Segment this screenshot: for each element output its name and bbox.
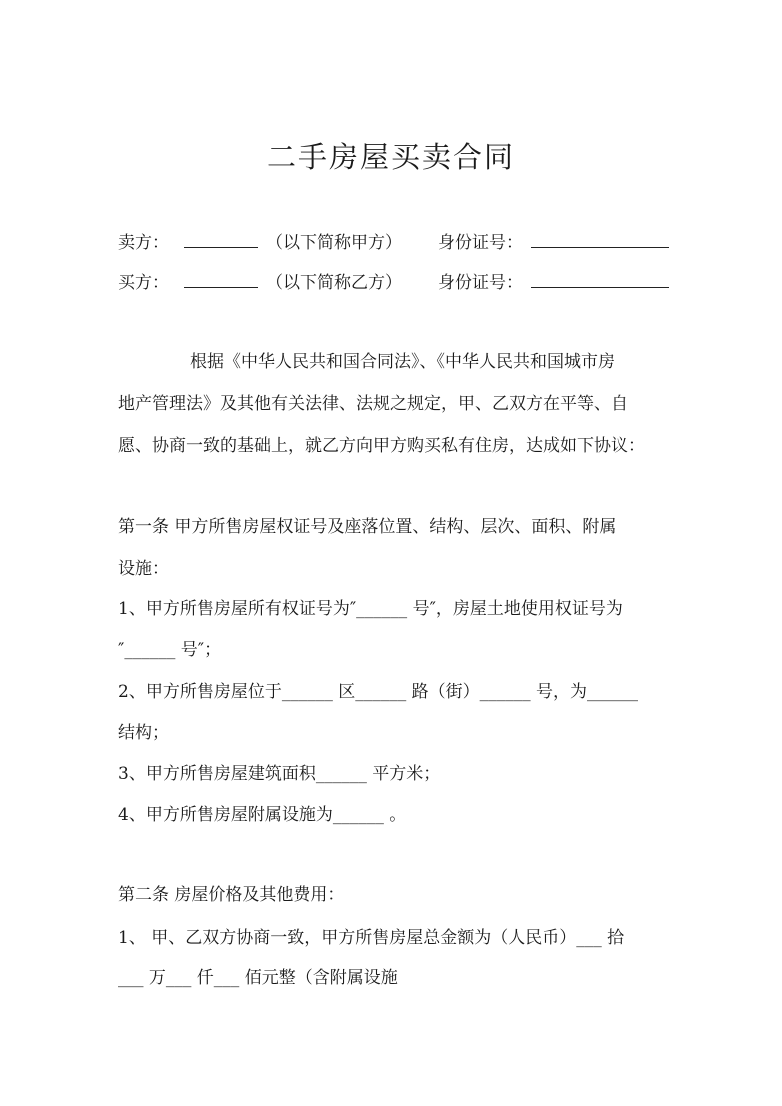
seller-id-label: 身份证号：: [438, 233, 523, 253]
article1-heading-line-1: 第一条 甲方所售房屋权证号及座落位置、结构、层次、面积、附属: [118, 517, 617, 537]
buyer-label: 买方：: [118, 273, 169, 293]
document-title: 二手房屋买卖合同: [266, 140, 515, 174]
article1-item1-line-2: ″______ 号″；: [118, 640, 222, 660]
seller-id-blank: [531, 232, 669, 248]
seller-label: 卖方：: [118, 233, 169, 253]
article2-item1-line-1: 1、 甲、乙双方协商一致，甲方所售房屋总金额为（人民币）___ 拾: [118, 928, 625, 948]
buyer-id-label: 身份证号：: [438, 273, 523, 293]
article2-heading: 第二条 房屋价格及其他费用：: [118, 885, 345, 905]
seller-name-blank: [184, 232, 258, 248]
seller-note: （以下简称甲方）: [266, 233, 402, 253]
article2-item1-line-2: ___ 万___ 仟___ 佰元整（含附属设施: [118, 968, 398, 988]
buyer-id-blank: [531, 272, 669, 288]
article1-item1-line-1: 1、甲方所售房屋所有权证号为″______ 号″，房屋土地使用权证号为: [118, 599, 623, 619]
buyer-row: [118, 272, 669, 292]
article1-item3: 3、甲方所售房屋建筑面积______ 平方米；: [118, 764, 441, 784]
article1-heading-line-2: 设施：: [118, 559, 169, 579]
seller-row: [118, 232, 669, 252]
preamble-line-3: 愿、协商一致的基础上，就乙方向甲方购买私有住房，达成如下协议：: [118, 436, 645, 456]
article1-item2-line-1: 2、甲方所售房屋位于______ 区______ 路（街）______ 号，为______: [118, 682, 639, 702]
buyer-name-blank: [184, 272, 258, 288]
article1-item2-line-2: 结构；: [118, 723, 169, 743]
article1-item4: 4、甲方所售房屋附属设施为______ 。: [118, 805, 407, 825]
buyer-note: （以下简称乙方）: [266, 273, 402, 293]
preamble-line-1: 根据《中华人民共和国合同法》、《中华人民共和国城市房: [190, 352, 615, 372]
preamble-line-2: 地产管理法》及其他有关法律、法规之规定，甲、乙双方在平等、自: [118, 394, 628, 414]
